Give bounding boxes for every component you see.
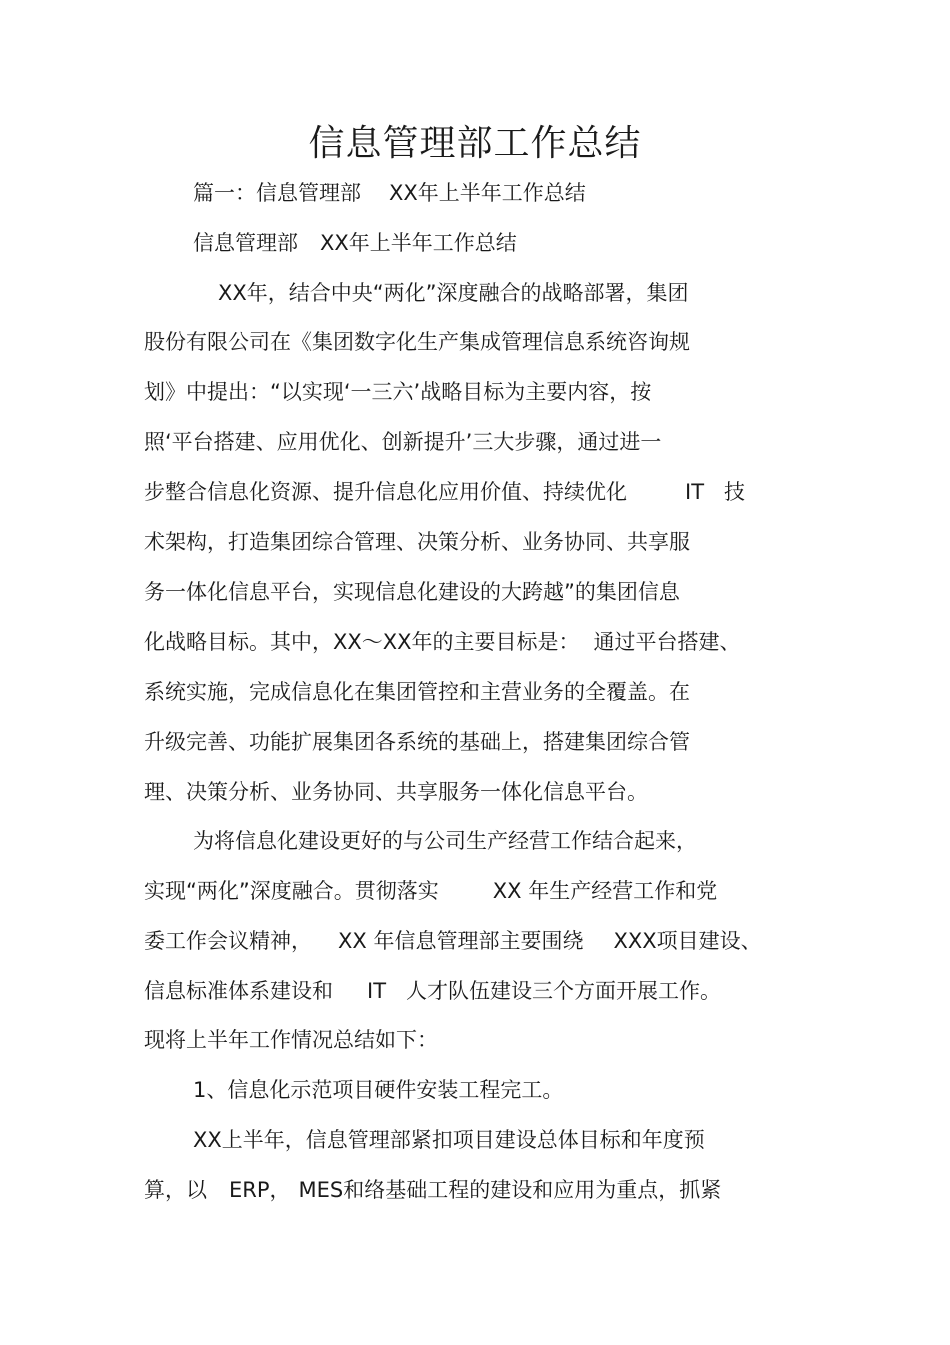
- text-segment: 技: [724, 480, 746, 504]
- text-line: [144, 1175, 721, 1205]
- text-segment: 务一体化信息平台，实现信息化建设的大跨越”的集团信息: [144, 580, 680, 604]
- text-line: [193, 1125, 705, 1155]
- text-line: [144, 377, 651, 407]
- text-segment: 化战略目标。其中，XX～XX年的主要目标是：: [144, 630, 580, 654]
- text-segment: XX上半年，信息管理部紧扣项目建设总体目标和年度预: [193, 1128, 705, 1152]
- text-segment: 篇一：信息管理部: [193, 181, 361, 205]
- text-segment: XX 年信息管理部主要围绕: [338, 929, 584, 953]
- text-line: [144, 926, 762, 956]
- text-segment: 委工作会议精神，: [144, 929, 312, 953]
- text-line: [144, 327, 690, 357]
- text-segment: 信息管理部: [193, 231, 298, 255]
- text-line: [218, 278, 689, 308]
- text-line: [144, 627, 741, 657]
- text-line: [144, 477, 745, 507]
- text-segment: ERP，: [229, 1178, 291, 1202]
- text-segment: 现将上半年工作情况总结如下：: [144, 1028, 438, 1052]
- text-segment: 1、信息化示范项目硬件安装工程完工。: [193, 1078, 564, 1102]
- text-segment: 人才队伍建设三个方面开展工作。: [406, 979, 722, 1003]
- text-segment: XXX项目建设、: [613, 929, 762, 953]
- text-segment: MES和络基础工程的建设和应用为重点，抓紧: [298, 1178, 722, 1202]
- text-segment: IT: [685, 480, 705, 504]
- text-segment: 为将信息化建设更好的与公司生产经营工作结合起来，: [193, 829, 697, 853]
- text-segment: 照‘平台搭建、应用优化、创新提升’三大步骤，通过进一: [144, 430, 662, 454]
- text-line: [193, 178, 586, 208]
- text-line: [144, 427, 661, 457]
- document-title: 信息管理部工作总结: [308, 123, 642, 164]
- text-line: [144, 677, 690, 707]
- text-line: [144, 876, 717, 906]
- text-segment: 算，以: [144, 1178, 207, 1202]
- text-line: [144, 777, 648, 807]
- text-line: [193, 826, 697, 856]
- text-line: [193, 228, 517, 258]
- text-segment: 股份有限公司在《集团数字化生产集成管理信息系统咨询规: [144, 330, 690, 354]
- text-segment: 升级完善、功能扩展集团各系统的基础上，搭建集团综合管: [144, 730, 690, 754]
- text-segment: 划》中提出：“以实现‘一三六’战略目标为主要内容，按: [144, 380, 652, 404]
- text-line: [193, 1075, 563, 1105]
- text-line: [144, 727, 690, 757]
- text-segment: XX年上半年工作总结: [389, 181, 586, 205]
- text-segment: 术架构，打造集团综合管理、决策分析、业务协同、共享服: [144, 530, 690, 554]
- text-segment: 通过平台搭建、: [593, 630, 741, 654]
- text-segment: 信息标准体系建设和: [144, 979, 333, 1003]
- text-segment: IT: [367, 979, 387, 1003]
- text-segment: 系统实施，完成信息化在集团管控和主营业务的全覆盖。在: [144, 680, 690, 704]
- text-line: [144, 1025, 438, 1055]
- text-segment: XX 年生产经营工作和党: [492, 879, 718, 903]
- text-line: [144, 577, 680, 607]
- text-line: [144, 527, 690, 557]
- text-line: [144, 976, 721, 1006]
- text-segment: 理、决策分析、业务协同、共享服务一体化信息平台。: [144, 780, 648, 804]
- text-segment: XX年上半年工作总结: [320, 231, 517, 255]
- text-segment: 步整合信息化资源、提升信息化应用价值、持续优化: [144, 480, 627, 504]
- text-segment: 实现“两化”深度融合。贯彻落实: [144, 879, 439, 903]
- text-segment: XX年，结合中央“两化”深度融合的战略部署，集团: [218, 281, 689, 305]
